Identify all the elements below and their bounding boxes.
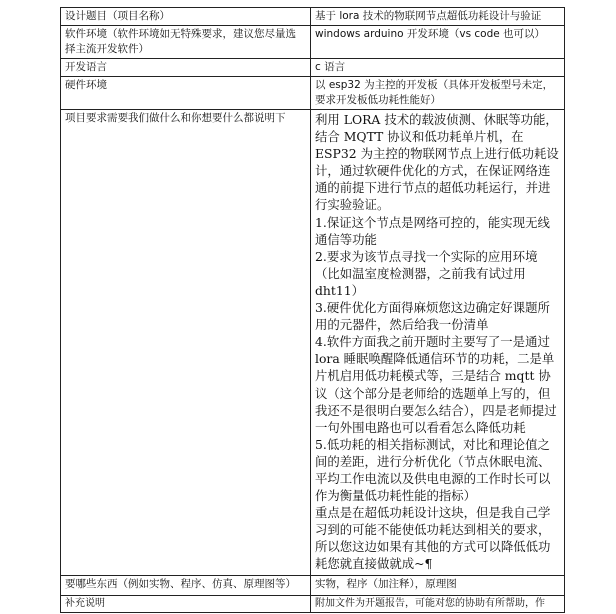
table-row — [61, 59, 565, 77]
table-row — [61, 576, 565, 596]
row-key: 设计题目（项目名称） — [61, 8, 311, 26]
table-row — [61, 77, 565, 110]
row-value: 基于 lora 技术的物联网节点超低功耗设计与验证 — [311, 8, 565, 26]
table-row — [61, 596, 565, 613]
paragraph-item-2: 2.要求为该节点寻找一个实际的应用环境（比如温室度检测器，之前我有试过用 dht11） — [315, 248, 538, 298]
row-key-text: 补充说明 — [65, 598, 105, 609]
requirements-table — [60, 7, 565, 613]
paragraph-emphasis: 重点是在超低功耗设计这块，但是我自己学习到的可能不能使低功耗达到相关的要求，所以您这边如果有其他的方式可以降低低功耗您就直接做就成~¶ — [315, 505, 551, 572]
table-row — [61, 8, 565, 26]
paragraph-item-5: 5.低功耗的相关指标测试，对比和理论值之间的差距，进行分析优化（节点休眠电流、平均工作电流以及供电电源的工作时长可以作为衡量低功耗性能的指标） — [315, 436, 551, 504]
paragraph-item-1: 1.保证这个节点是网络可控的，能实现无线通信等功能 — [315, 214, 550, 247]
row-key: 硬件环境 — [61, 77, 311, 110]
row-value — [311, 110, 565, 576]
row-value: c 语言 — [311, 59, 565, 77]
paragraph-item-4: 4.软件方面我之前开题时主要写了一是通过 lora 睡眠唤醒降低通信环节的功耗，二是单片机启用低功耗模式等，三是结合 mqtt 协议（这个部分是老师给的选题单上写的，但我还不是很明白要怎么结合），四是老师提过一句外围电路也可以看看怎么降低功耗 — [315, 334, 557, 435]
row-value: 以 esp32 为主控的开发板（具体开发板型号未定，要求开发板低功耗性能好） — [311, 77, 565, 110]
paragraph-item-3: 3.硬件优化方面得麻烦您这边确定好课题所用的元器件，然后给我一份清单 — [315, 300, 550, 333]
row-key: 软件环境（软件环境如无特殊要求，建议您尽量选择主流开发软件） — [61, 26, 311, 59]
row-key: 开发语言 — [61, 59, 311, 77]
row-key: 项目要求需要我们做什么和你想要什么都说明下 — [61, 110, 311, 576]
row-value — [311, 596, 565, 613]
row-key — [61, 596, 311, 613]
table-row — [61, 110, 565, 576]
row-key: 要哪些东西（例如实物、程序、仿真、原理图等） — [61, 576, 311, 596]
row-value: windows arduino 开发环境（vs code 也可以） — [311, 26, 565, 59]
paragraph-intro: 利用 LORA 技术的载波侦测、休眠等功能，结合 MQTT 协议和低功耗单片机，在 ESP32 为主控的物联网节点上进行低功耗设计，通过软硬件优化的方式，在保证网络连通的前提下进行节点的超低功耗运行，并进行实验验证。 — [315, 112, 559, 213]
table-row — [61, 26, 565, 59]
row-value-text: 附加文件为开题报告，可能对您的协助有所帮助，作 — [315, 598, 545, 609]
row-value: 实物，程序（加注释），原理图 — [311, 576, 565, 596]
